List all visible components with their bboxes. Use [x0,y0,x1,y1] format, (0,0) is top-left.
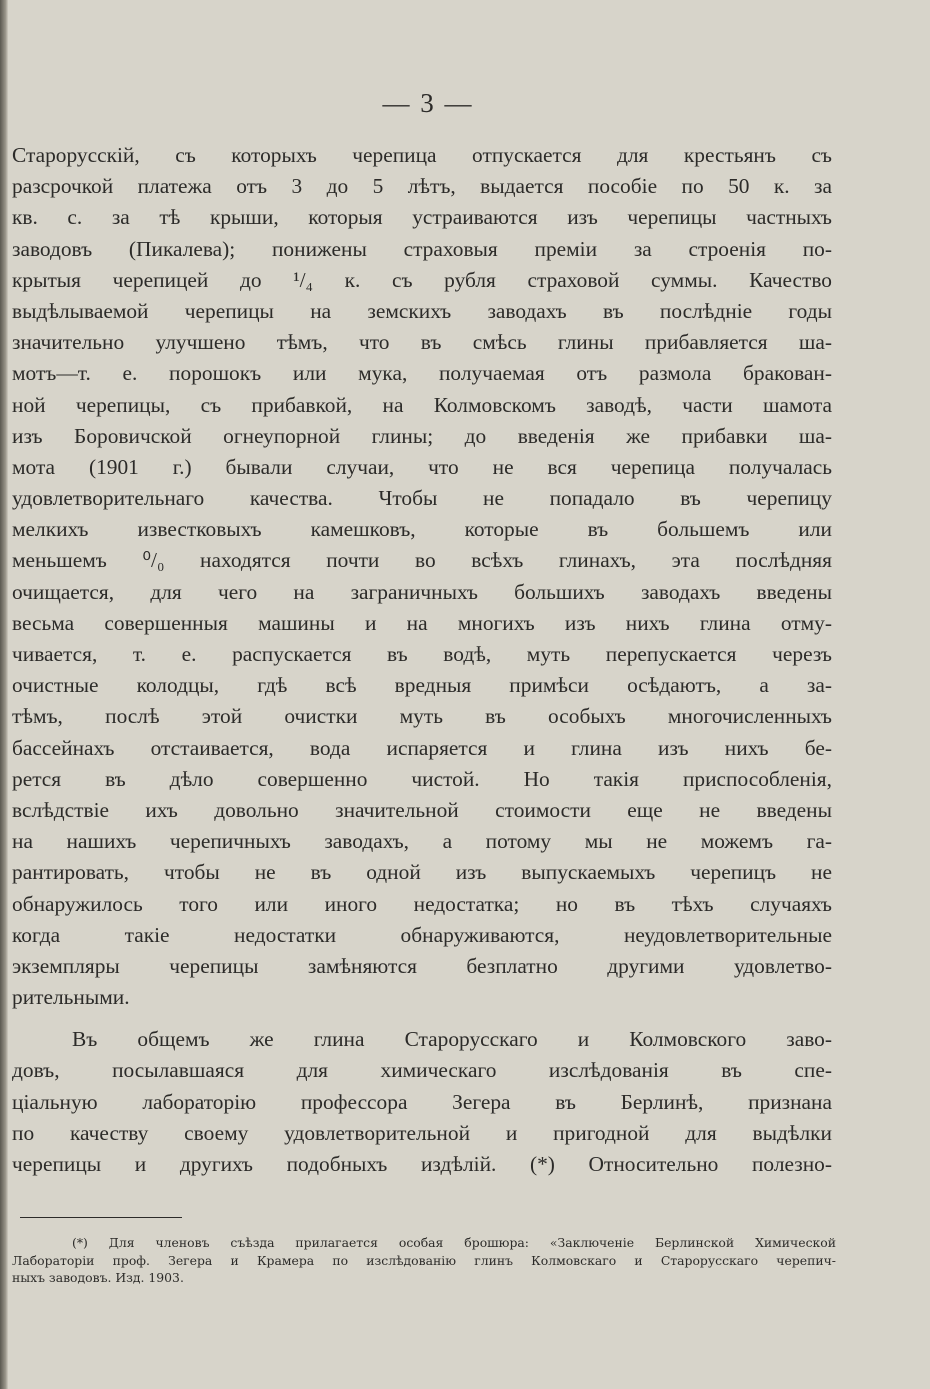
text-line: Старорусскій, съ которыхъ черепица отпускается для крестьянъ съ [12,143,832,167]
body-text [12,140,832,1180]
text-line: рантировать, чтобы не въ одной изъ выпускаемыхъ черепицъ не [12,860,832,885]
page-number: — 3 — [382,88,474,118]
text-line: ціальную лабораторію профессора Зегера въ Берлинѣ, признана [12,1089,832,1114]
text-line: вслѣдствіе ихъ довольно значительной стоимости еще не введены [12,797,832,822]
text-line: ной черепицы, съ прибавкой, на Колмовскомъ заводѣ, части шамота [12,392,832,417]
text-line: мотъ—т. е. порошокъ или мука, получаемая отъ размола бракован- [12,361,832,386]
text-line: крытыя черепицей до ¹/₄ к. съ рубля страховой суммы. Качество [12,267,832,292]
footnote [12,1234,836,1287]
text-line: очищается, для чего на заграничныхъ большихъ заводахъ введены [12,579,832,604]
text-line: рется въ дѣло совершенно чистой. Но такія приспособленія, [12,766,832,791]
text-line: Въ общемъ же глина Старорусскаго и Колмовского заво- [72,1027,832,1052]
text-line: мота (1901 г.) бывали случаи, что не вся черепица получалась [12,454,832,479]
book-binding-edge [0,0,8,1389]
text-line: довъ, посылавшаяся для химическаго изслѣдованія въ спе- [12,1058,832,1083]
text-line: кв. с. за тѣ крыши, которыя устраиваются изъ черепицы частныхъ [12,205,832,230]
paragraph-2 [12,1024,832,1180]
text-line: разсрочкой платежа отъ 3 до 5 лѣтъ, выдается пособіе по 50 к. за [12,174,832,199]
text-line: меньшемъ ⁰/₀ находятся почти во всѣхъ глинахъ, эта послѣдняя [12,548,832,573]
text-line: очистные колодцы, гдѣ всѣ вредныя примѣси осѣдаютъ, а за- [12,673,832,698]
text-line: удовлетворительнаго качества. Чтобы не попадало въ черепицу [12,486,832,511]
text-line: изъ Боровичской огнеупорной глины; до введенія же прибавки ша- [12,423,832,448]
text-line: тѣмъ, послѣ этой очистки муть въ особыхъ многочисленныхъ [12,704,832,729]
text-line: заводовъ (Пикалева); понижены страховыя преміи за строенія по- [12,236,832,261]
footnote-line: Лабораторіи проф. Зегера и Крамера по изслѣдованію глинъ Колмовскаго и Старорусскаго черепич- [12,1252,836,1268]
text-line: весьма совершенныя машины и на многихъ изъ нихъ глина отму- [12,610,832,635]
footnote-divider [20,1217,182,1218]
footnote-line: (*) Для членовъ съѣзда прилагается особая брошюра: «Заключеніе Берлинской Химической [72,1235,836,1250]
text-line: обнаружилось того или иного недостатка; но въ тѣхъ случаяхъ [12,891,832,916]
text-line: выдѣлываемой черепицы на земскихъ заводахъ въ послѣдніе годы [12,298,832,323]
footnote-line: ныхъ заводовъ. Изд. 1903. [12,1270,184,1285]
text-line: на нашихъ черепичныхъ заводахъ, а потому мы не можемъ га- [12,829,832,854]
text-line: экземпляры черепицы замѣняются безплатно другими удовлетво- [12,953,832,978]
text-line: бассейнахъ отстаивается, вода испаряется и глина изъ нихъ бе- [12,735,832,760]
document-page [8,0,930,1389]
text-line: когда такіе недостатки обнаруживаются, неудовлетворительные [12,922,832,947]
text-line: черепицы и другихъ подобныхъ издѣлій. (*) Относительно полезно- [12,1152,832,1176]
text-line: чивается, т. е. распускается въ водѣ, муть перепускается черезъ [12,642,832,666]
text-line: рительными. [12,985,130,1010]
text-line: мелкихъ известковыхъ камешковъ, которые въ большемъ или [12,517,832,542]
text-line: значительно улучшено тѣмъ, что въ смѣсь глины прибавляется ша- [12,330,832,355]
paragraph-1 [12,140,832,1013]
text-line: по качеству своему удовлетворительной и пригодной для выдѣлки [12,1120,832,1145]
